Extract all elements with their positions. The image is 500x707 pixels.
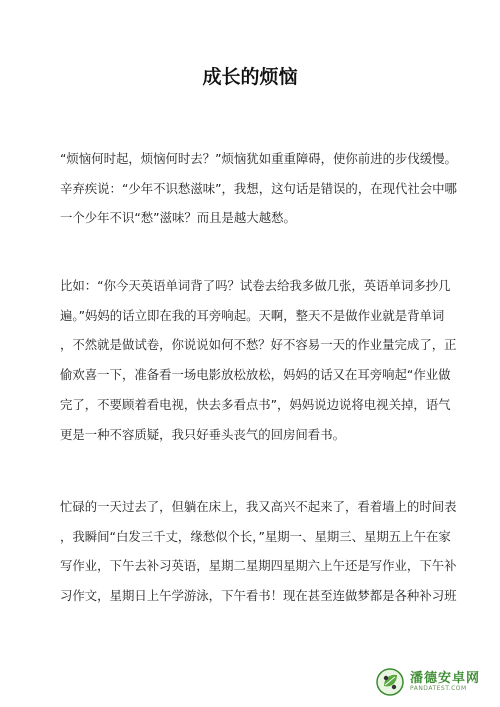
paragraph-line: 更是一种不容质疑，我只好垂头丧气的回房间看书。: [60, 426, 345, 442]
document-title: 成长的烦恼: [202, 66, 298, 88]
paragraph-line: ，不然就是做试卷，你说说如何不愁？好不容易一天的作业量完成了，正: [60, 337, 457, 353]
paragraph-line: 辛弃疾说：“少年不识愁滋味”，我想，这句话是错误的，在现代社会中哪: [60, 180, 457, 196]
paragraph-3: [60, 492, 457, 611]
panda-leaf-icon: [375, 667, 405, 697]
paragraph-line: 比如：“你今天英语单词背了吗？试卷去给我多做几张，英语单词多抄几: [60, 278, 451, 293]
paragraph-line: 偷欢喜一下，准备看一场电影放松放松，妈妈的话又在耳旁响起“作业做: [60, 367, 451, 383]
paragraph-line: ，我瞬间“白发三千丈，缘愁似个长，”星期一、星期三、星期五上午在家: [60, 528, 451, 544]
site-watermark: [375, 667, 480, 697]
paragraph-line: 完了，不要顾着看电视，快去多看点书”，妈妈说边说将电视关掉，语气: [60, 396, 451, 412]
paragraph-line: 遍。”妈妈的话立即在我的耳旁响起。天啊，整天不是做作业就是背单词: [60, 307, 445, 323]
paragraph-line: 习作文，星期日上午学游泳，下午看书！现在甚至连做梦都是各种补习班: [60, 588, 457, 604]
paragraph-line: 忙碌的一天过去了，但躺在床上，我又高兴不起来了，看着墙上的时间表: [60, 499, 457, 514]
paragraph-line: 一个少年不识“愁”滋味？而且是越大越愁。: [60, 210, 296, 226]
paragraph-2: [60, 271, 457, 449]
paragraph-line: 写作业，下午去补习英语，星期二星期四星期六上午还是写作业，下午补: [60, 558, 457, 574]
paragraph-line: “烦恼何时起，烦恼何时去？”烦恼犹如重重障碍，使你前进的步伐缓慢。: [60, 151, 457, 166]
watermark-url: PANDATEST.COM: [409, 684, 467, 692]
paragraph-1: [60, 144, 457, 233]
watermark-name: 潘德安卓网: [409, 670, 480, 686]
